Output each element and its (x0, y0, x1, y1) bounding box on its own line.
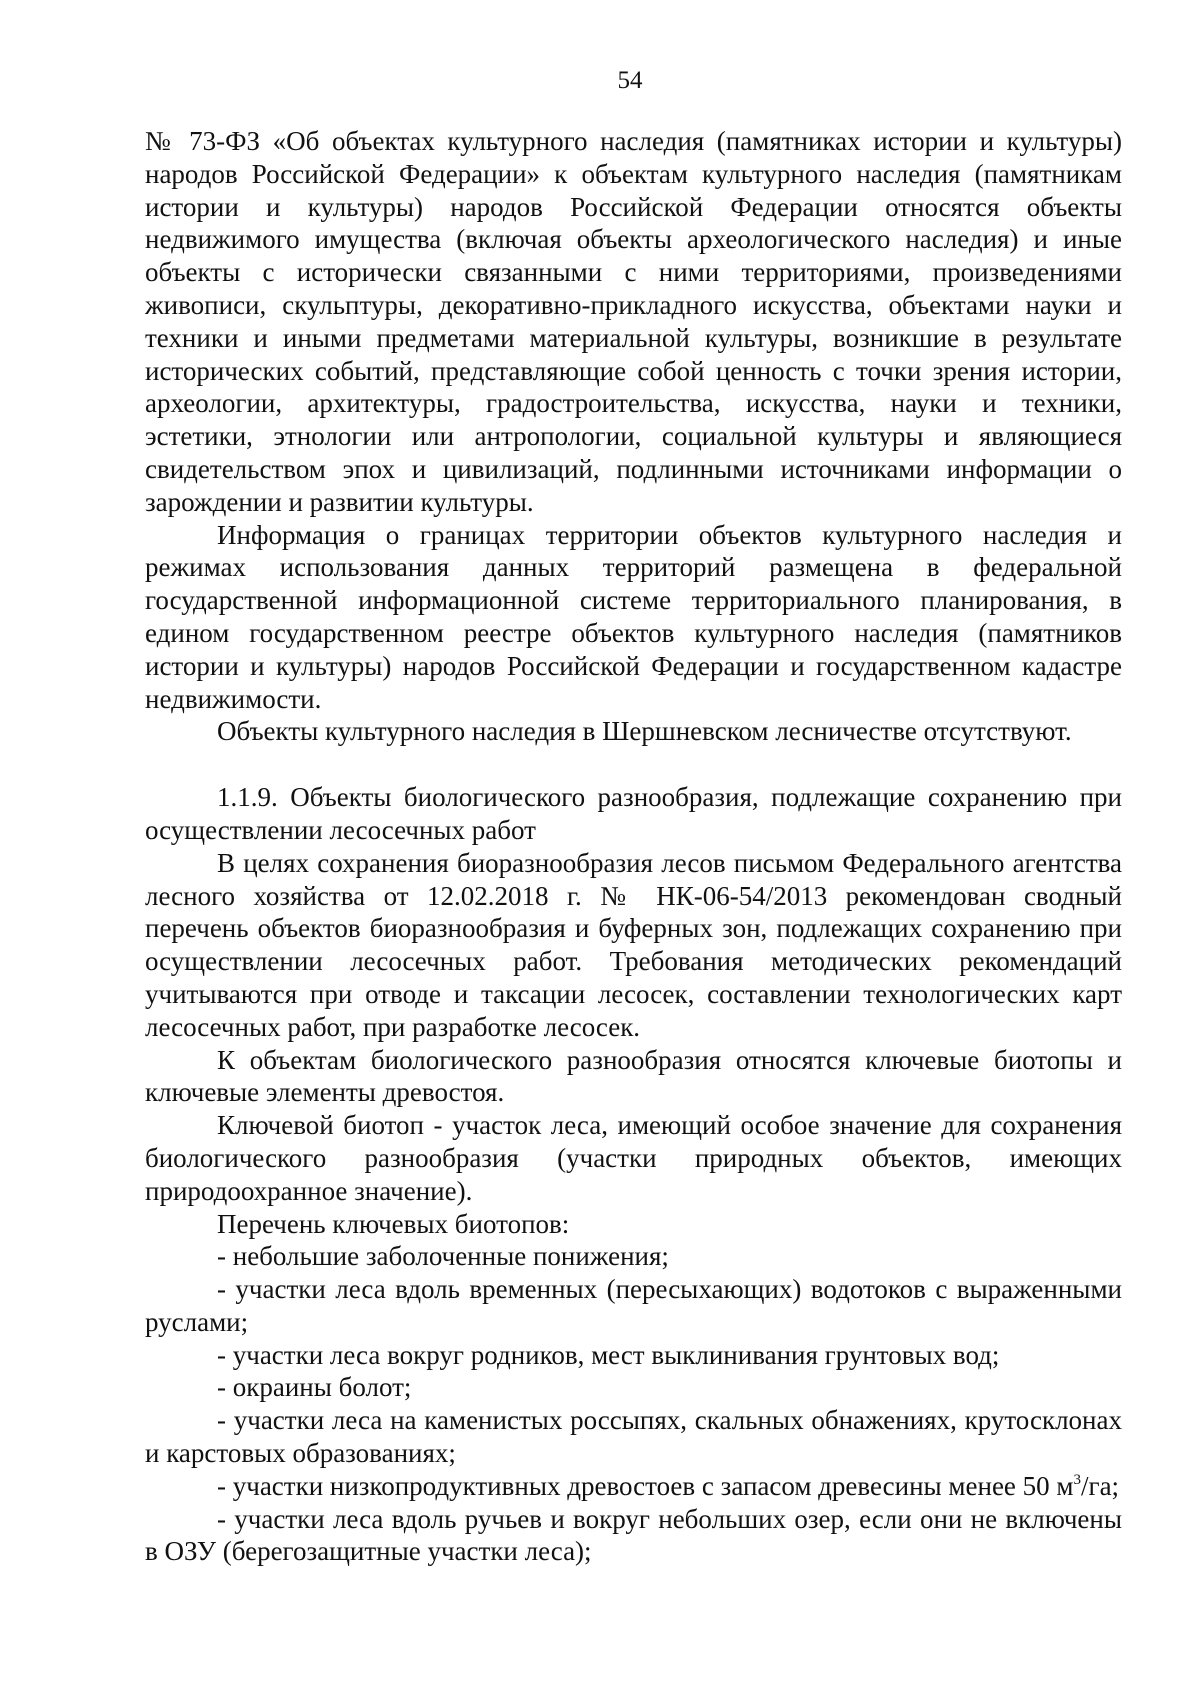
paragraph-heritage-absent: Объекты культурного наследия в Шершневском лесничестве отсутствуют. (217, 716, 1072, 747)
list-item: - участки леса вдоль ручьев и вокруг небольших озер, если они не включены в ОЗУ (берегозащитные участки леса); (145, 1503, 1122, 1567)
paragraph-biodiversity-objects: К объектам биологического разнообразия относятся ключевые биотопы и ключевые элементы древостоя. (145, 1044, 1122, 1108)
list-title-key-biotopes: Перечень ключевых биотопов: (217, 1208, 570, 1239)
list-item-low-productivity (145, 1470, 1122, 1503)
list-item-text: - участки низкопродуктивных древостоев с запасом древесины менее 50 м (217, 1470, 1074, 1501)
list-item: - небольшие заболоченные понижения; (217, 1241, 669, 1272)
unit-tail: /га; (1081, 1470, 1120, 1501)
paragraph-biodiversity-letter: В целях сохранения биоразнообразия лесов письмом Федерального агентства лесного хозяйства от 12.02.2018 г. № НК-06-54/2013 рекомендован сводный перечень объектов биоразнообразия и буферных зон, подлежащих сохранению при осуществлении лесосечных работ. Требования методических рекомендаций учитываются при отводе и таксации лесосек, составлении технологических карт лесосечных работ, при разработке лесосек. (145, 847, 1122, 1042)
section-heading-1-1-9: 1.1.9. Объекты биологического разнообразия, подлежащие сохранению при осуществлении лесосечных работ (145, 782, 1122, 845)
cubic-superscript: 3 (1073, 1471, 1081, 1488)
list-item: - участки леса вокруг родников, мест выклинивания грунтовых вод; (217, 1339, 1000, 1370)
list-item: - окраины болот; (217, 1372, 412, 1403)
paragraph-key-biotope-definition: Ключевой биотоп - участок леса, имеющий особое значение для сохранения биологического разнообразия (участки природных объектов, имеющих природоохранное значение). (145, 1110, 1122, 1206)
page-body (145, 125, 1122, 1568)
paragraph-heritage-definition: № 73-ФЗ «Об объектах культурного наследия (памятниках истории и культуры) народов Российской Федерации» к объектам культурного наследия (памятникам истории и культуры) народов Российской Федерации относятся объекты недвижимого имущества (включая объекты археологического наследия) и иные объекты с исторически связанными с ними территориями, произведениями живописи, скульптуры, декоративно-прикладного искусства, объектами науки и техники и иными предметами материальной культуры, возникшие в результате исторических событий, представляющие собой ценность с точки зрения истории, археологии, архитектуры, градостроительства, искусства, науки и техники, эстетики, этнологии или антропологии, социальной культуры и являющиеся свидетельством эпох и цивилизаций, подлинными источниками информации о зарождении и развитии культуры. (145, 126, 1122, 517)
list-item: - участки леса на каменистых россыпях, скальных обнажениях, крутосклонах и карстовых образованиях; (145, 1405, 1122, 1469)
list-item: - участки леса вдоль временных (пересыхающих) водотоков с выраженными руслами; (145, 1274, 1122, 1337)
paragraph-heritage-info: Информация о границах территории объектов культурного наследия и режимах использования данных территорий размещена в федеральной государственной информационной системе территориального планирования, в едином государственном реестре объектов культурного наследия (памятников истории и культуры) народов Российской Федерации и государственном кадастре недвижимости. (145, 519, 1122, 714)
page-number: 54 (617, 67, 643, 94)
